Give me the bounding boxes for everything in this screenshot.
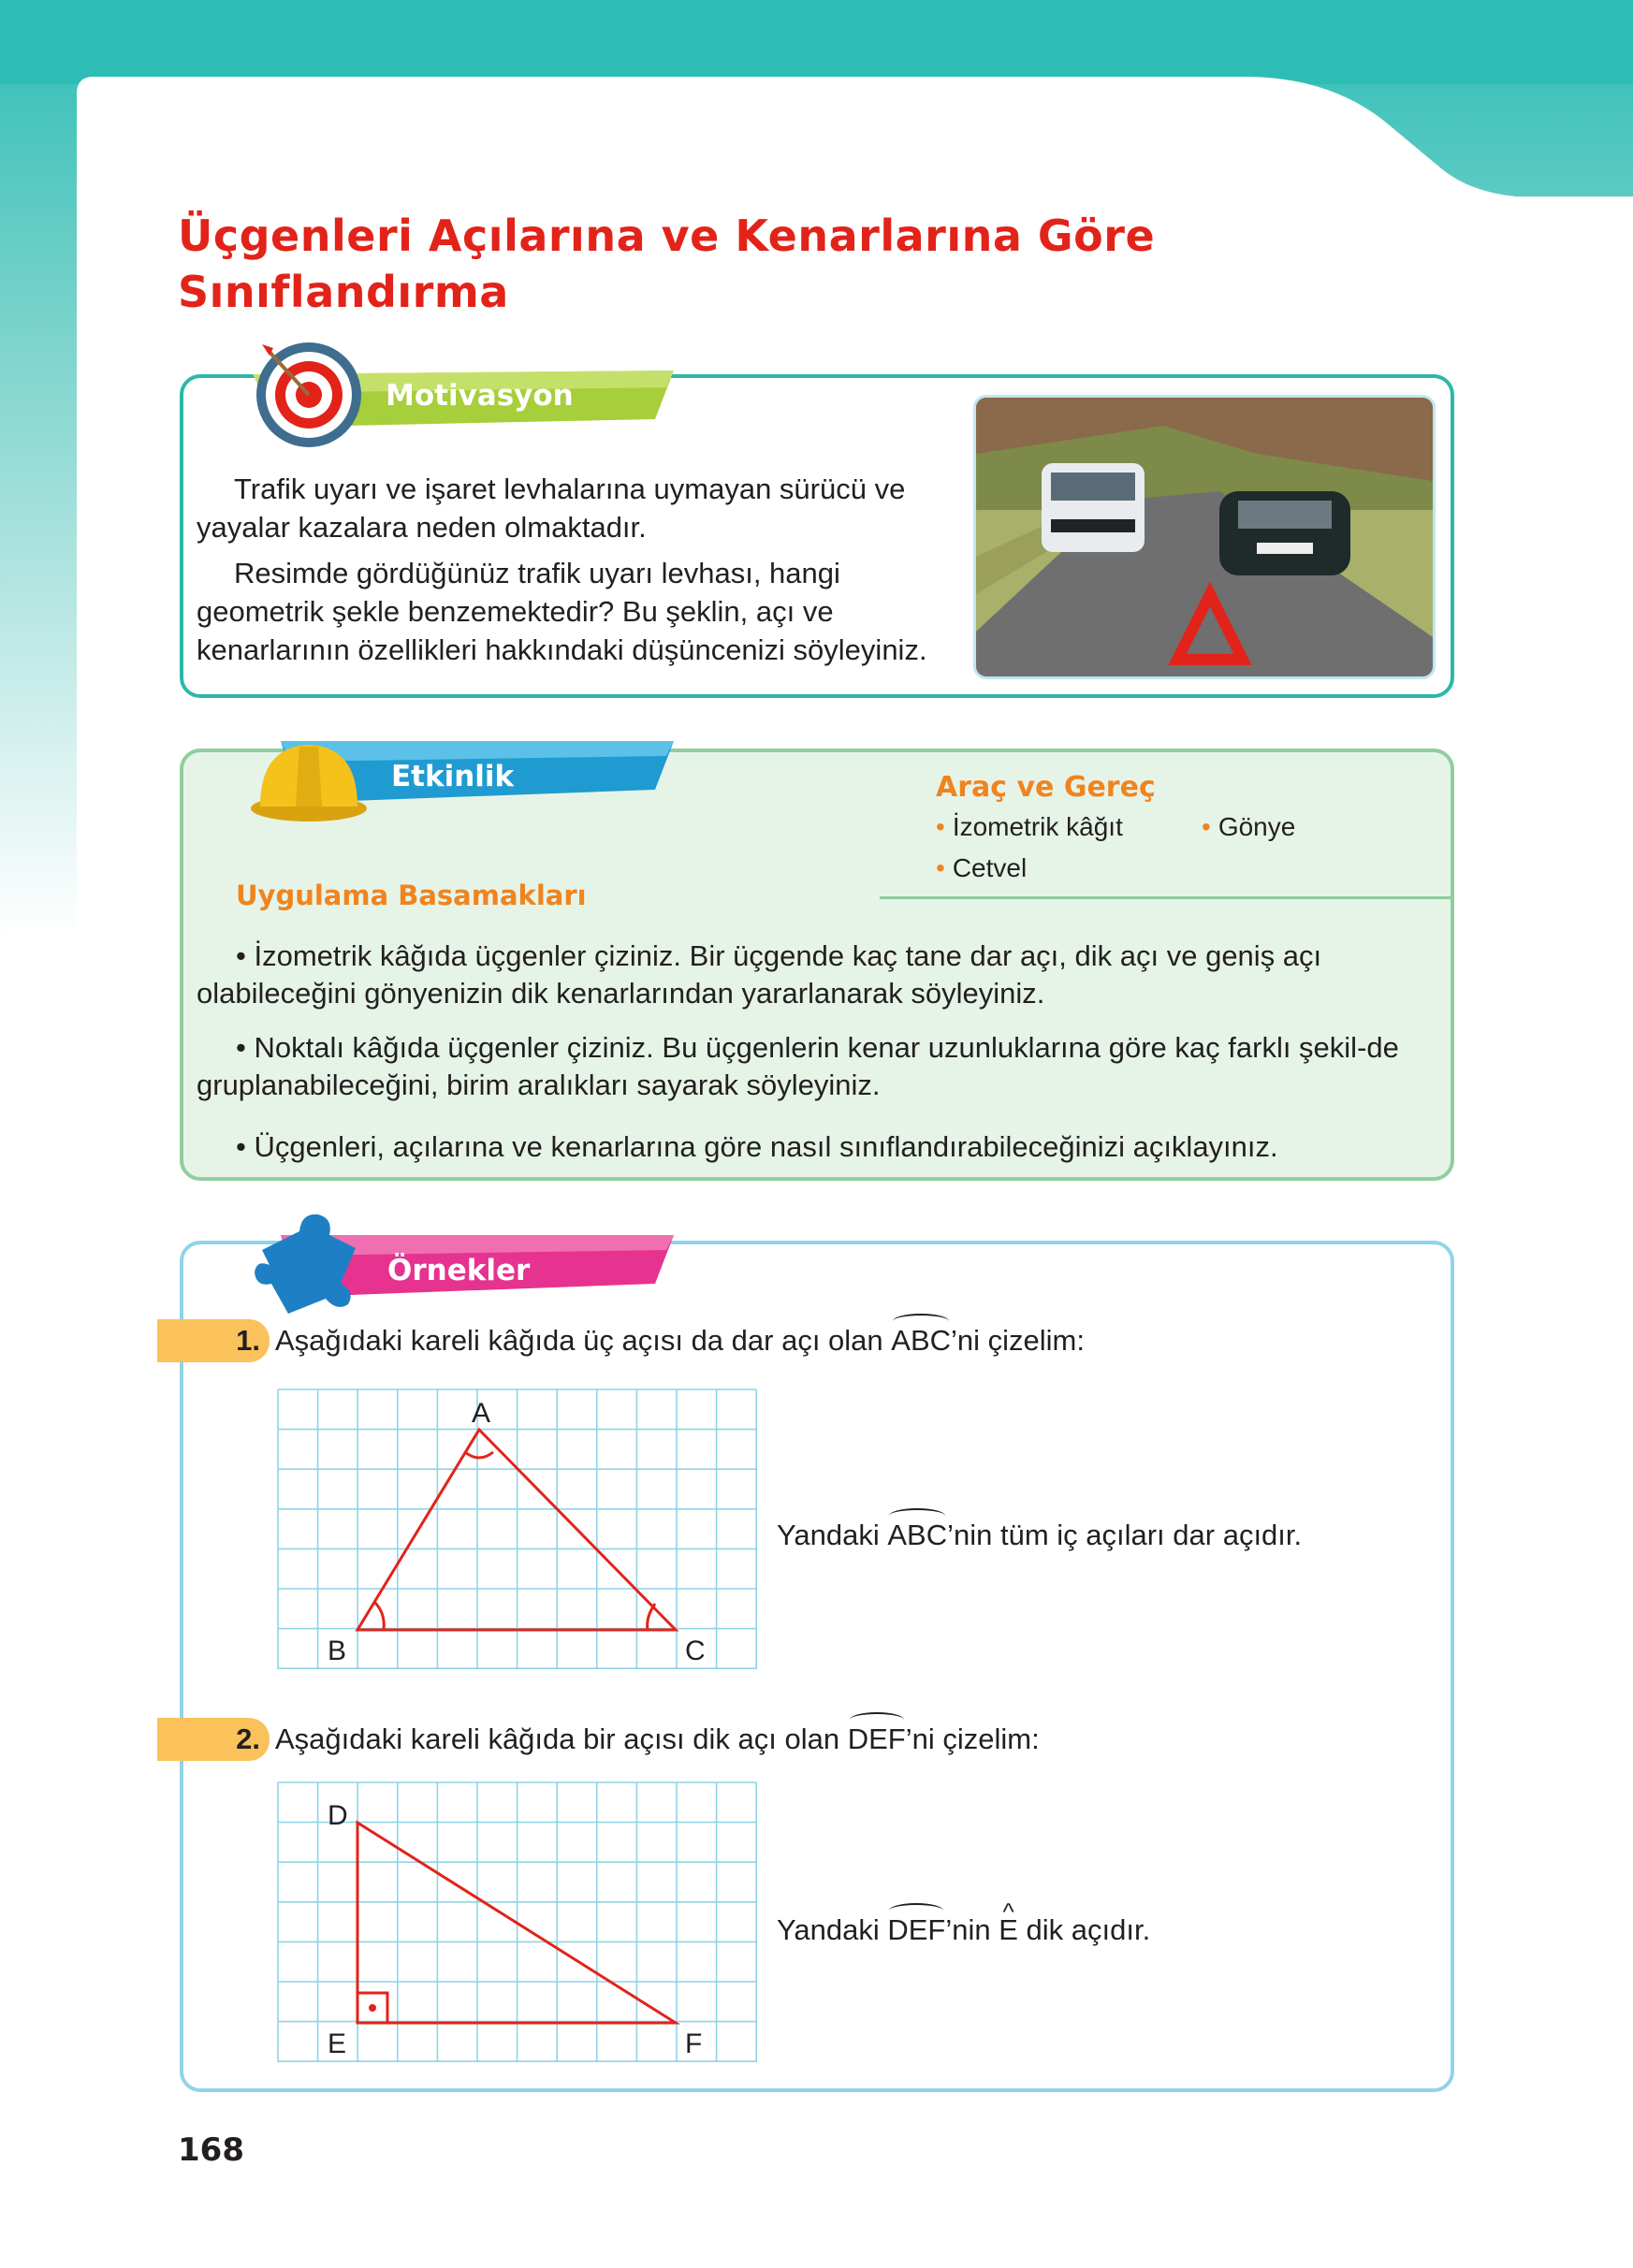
step-item: • Üçgenleri, açılarına ve kenarlarına göre nasıl sınıflandırabileceğinizi açıklayınız. bbox=[236, 1130, 1278, 1163]
grid-def bbox=[277, 1781, 758, 2064]
car-illustration bbox=[1219, 491, 1350, 575]
tools-divider bbox=[880, 896, 1452, 899]
triangle-name: DEF bbox=[887, 1909, 945, 1952]
vertex-label: A bbox=[472, 1398, 491, 1429]
page-number: 168 bbox=[178, 2131, 244, 2169]
step-item: • İzometrik kâğıda üçgenler çiziniz. Bir üçgende kaç tane dar açı, dik açı ve geniş açı olabileceğini gönyenizin dik kenarlarından yararlanarak söyleyiniz. bbox=[197, 939, 1322, 1010]
puzzle-piece-icon bbox=[255, 1214, 356, 1314]
vertex-label: B bbox=[328, 1636, 347, 1666]
vertex-label: F bbox=[685, 2028, 703, 2059]
tool-item: • İzometrik kâğıt bbox=[936, 812, 1123, 841]
motivation-paragraph-1: Trafik uyarı ve işaret levhalarına uymayan sürücü ve yayalar kazalara neden olmaktadır. bbox=[197, 472, 906, 544]
triangle-name: ABC bbox=[891, 1319, 951, 1362]
title-line-2: Sınıflandırma bbox=[178, 267, 509, 317]
example-2-number: 2. bbox=[157, 1718, 270, 1761]
title-line-1: Üçgenleri Açılarına ve Kenarlarına Göre bbox=[178, 211, 1156, 261]
activity-label: Etkinlik bbox=[391, 760, 515, 793]
target-icon bbox=[256, 342, 361, 447]
motivation-paragraph-2: Resimde gördüğünüz trafik uyarı levhası, hangi geometrik şekle benzemektedir? Bu şeklin, açı ve kenarlarının özellikleri hakkındaki düşüncenizi söyleyiniz. bbox=[197, 557, 927, 666]
step-item: • Noktalı kâğıda üçgenler çiziniz. Bu üçgenlerin kenar uzunluklarına göre kaç farklı şekil-de gruplanabileceğini, birim aralıkları sayarak söyleyiniz. bbox=[197, 1031, 1399, 1101]
tool-item: • Gönye bbox=[1202, 812, 1296, 841]
vertex-label: C bbox=[685, 1636, 706, 1666]
tools-heading: Araç ve Gereç bbox=[936, 771, 1156, 804]
motivation-label: Motivasyon bbox=[386, 379, 574, 413]
triangle-name: DEF bbox=[848, 1718, 906, 1761]
tool-item: • Cetvel bbox=[936, 853, 1028, 882]
example-1-note: Yandaki ABC’nin tüm iç açıları dar açıdır. bbox=[777, 1514, 1302, 1557]
grid-abc bbox=[277, 1388, 758, 1671]
vertex-label: D bbox=[328, 1800, 348, 1831]
page-title bbox=[178, 208, 1301, 320]
example-2-note: Yandaki DEF’nin ^ E dik açıdır. bbox=[777, 1909, 1150, 1952]
examples-label: Örnekler bbox=[387, 1254, 531, 1287]
angle-name: ^ E bbox=[999, 1909, 1018, 1952]
vertex-label: E bbox=[328, 2028, 347, 2059]
motivation-text bbox=[197, 470, 955, 669]
example-1-text: Aşağıdaki kareli kâğıda üç açısı da dar açı olan ABC’ni çizelim: bbox=[275, 1319, 1085, 1362]
van-illustration bbox=[1042, 463, 1145, 552]
traffic-photo bbox=[973, 395, 1436, 679]
steps-heading: Uygulama Basamakları bbox=[236, 880, 587, 911]
triangle-name: ABC bbox=[887, 1514, 947, 1557]
example-2-text: Aşağıdaki kareli kâğıda bir açısı dik açı olan DEF’ni çizelim: bbox=[275, 1718, 1040, 1761]
right-angle-dot bbox=[369, 2004, 376, 2012]
example-1-number: 1. bbox=[157, 1319, 270, 1362]
